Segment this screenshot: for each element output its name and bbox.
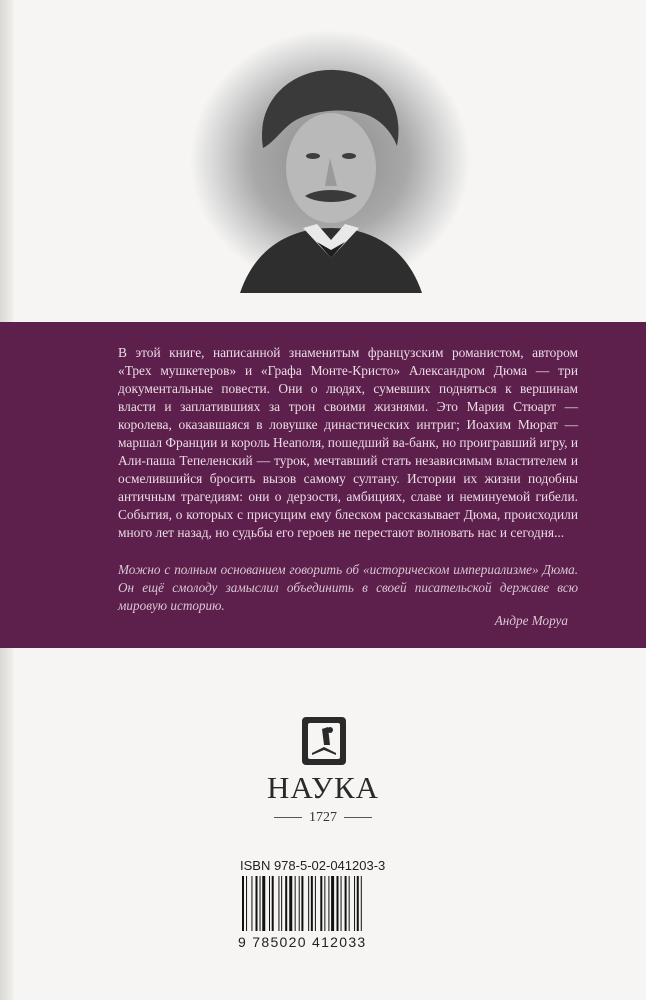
book-description [118, 344, 578, 542]
barcode-digits: 9 785020 412033 [238, 934, 367, 950]
publisher-logo-icon [300, 715, 348, 767]
publisher-year-value: 1727 [309, 810, 337, 825]
isbn-barcode [240, 876, 400, 931]
author-portrait [185, 28, 475, 293]
publisher-year [223, 810, 423, 826]
critic-quote: Можно с полным основанием говорить об «историческом империализме» Дюма. Он ещё смолоду замыслил объединить в своей писательской державе всю мировую историю. [118, 562, 578, 613]
isbn-label: ISBN 978-5-02-041203-3 [240, 858, 386, 873]
quote-author: Андре Моруа [494, 613, 568, 628]
description-paragraph: В этой книге, написанной знаменитым французским романистом, автором «Трех мушкетеров» и «Графа Монте-Кристо» Александром Дюма — три документальные повести. Они о людях, сумевших подняться к вершинам власти и заплатившиях за трон своими жизнями. Это Мария Стюарт — королева, оказавшаяся в ловушке династических интриг; Иоахим Мюрат — маршал Франции и король Неаполя, пошедший ва-банк, но проигравший игру, и Али-паша Тепеленский — турок, мечтавший стать независимым властителем и осмелившийся бросить вызов самому султану. Истории их жизни подобны античным трагедиям: они о дерзости, амбициях, славе и неминуемой гибели. События, о которых с присущим ему блеском рассказывает Дюма, происходили много лет назад, но судьбы его героев не перестают волновать нас и сегодня... [118, 345, 578, 540]
publisher-name: НАУКА [266, 770, 380, 805]
